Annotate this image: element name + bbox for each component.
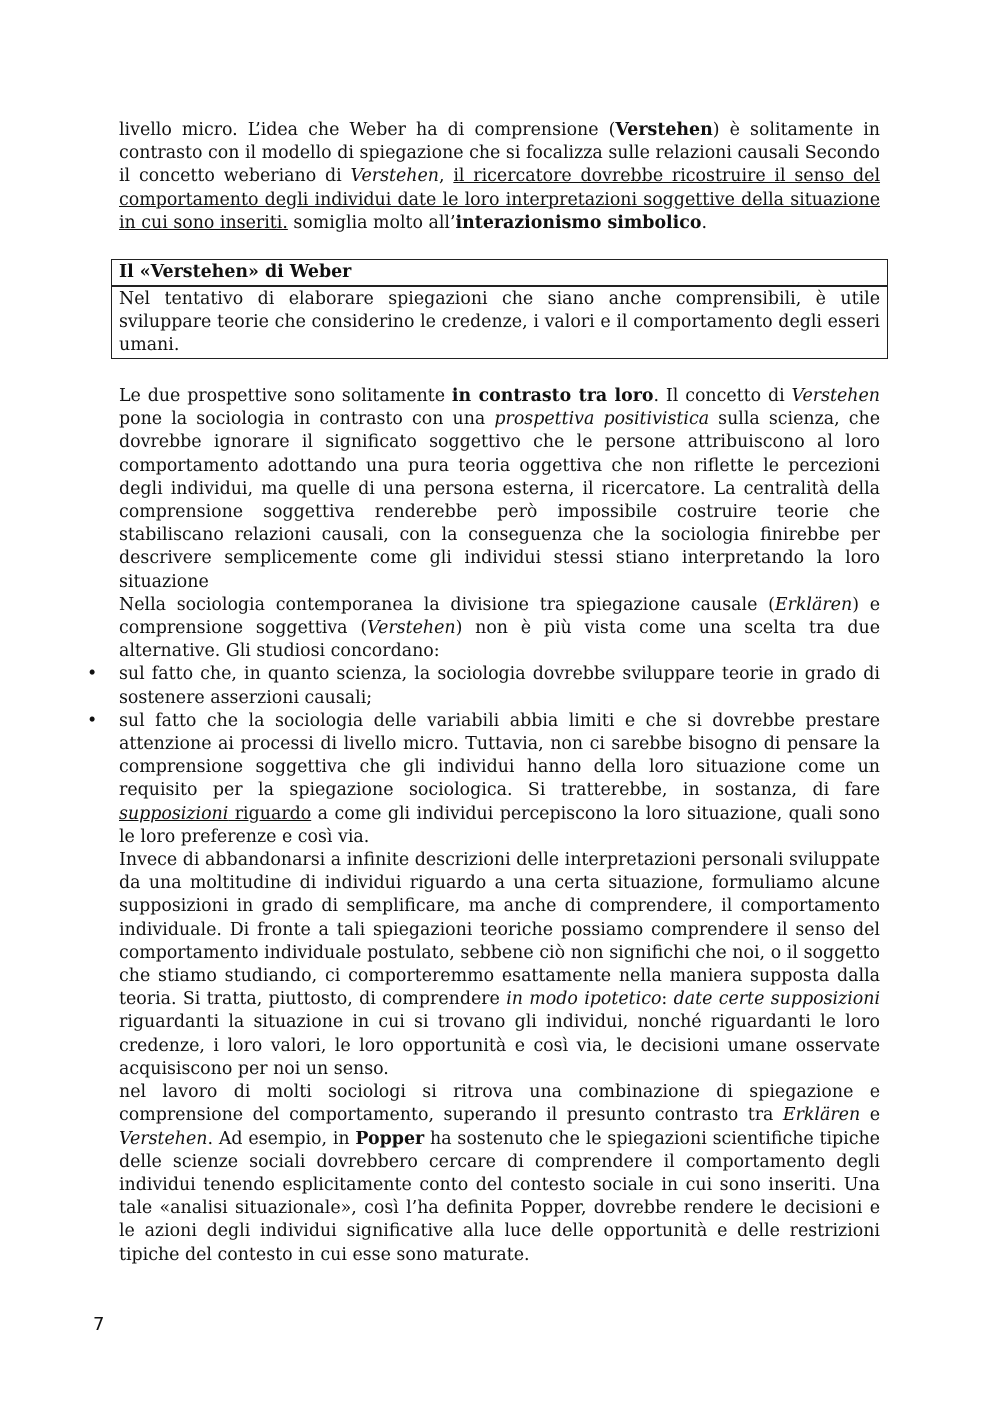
text-run: e — [860, 1105, 880, 1126]
text-run: pone la sociologia in contrasto con una — [119, 409, 495, 430]
text-run: sulla scienza, che dovrebbe ignorare il significato soggettivo che le persone attribuiscono al loro comportamento adottando una pura teoria oggettiva che non riflette le percezioni degli individui, ma quelle di una persona esterna, il ricercatore. La centralità della comprensione soggettiva renderebbe però impossibile costruire teorie che stabiliscano relazioni causali, con la conseguenza che la sociologia finirebbe per descrivere semplicemente come gli individui stessi stiano interpretando la loro situazione — [119, 409, 880, 592]
text-run: ha sostenuto che le spiegazioni scientifiche tipiche delle scienze sociali dovrebbero cercare di comprendere il comportamento degli individui tenendo esplicitamente conto del contesto sociale in cui sono inseriti. Una tale «analisi situazionale», così l’ha definita Popper, dovrebbe rendere le decisioni e le azioni degli individui significative alla luce delle opportunità e delle restrizioni tipiche del contesto in cui esse sono maturate. — [119, 1128, 880, 1265]
italic-term: Verstehen — [119, 1128, 208, 1149]
italic-term: Erklären — [782, 1105, 861, 1126]
bold-term: Popper — [355, 1128, 425, 1149]
text-run: sul fatto che, in quanto scienza, la sociologia dovrebbe sviluppare teorie in grado di sostenere asserzioni causali; — [119, 664, 880, 708]
text-run: . Il concetto di — [653, 386, 792, 406]
text-run: livello micro. L’idea che Weber ha di comprensione ( — [119, 120, 616, 140]
text-run: . Ad esempio, in — [207, 1128, 356, 1149]
text-run: ) è solitamente in contrasto con il modello di spiegazione che si focalizza sulle relazioni causali Secondo il concetto weberiano di — [119, 120, 881, 187]
italic-underlined-term: supposizioni — [119, 803, 229, 824]
text-run: Nella sociologia contemporanea la divisione tra spiegazione causale ( — [119, 594, 775, 615]
text-run: Le due prospettive sono solitamente — [119, 386, 452, 406]
list-item — [87, 663, 880, 709]
callout-title-box — [111, 259, 888, 286]
italic-term: prospettiva positivistica — [494, 409, 710, 430]
text-run: somiglia molto all’ — [287, 212, 456, 233]
paragraph-popper — [119, 1081, 880, 1267]
italic-term: Erklären — [774, 594, 853, 615]
text-run: : — [661, 989, 674, 1010]
text-run: a come gli individui percepiscono la loro situazione, quali sono le loro preferenze e così via. — [119, 803, 880, 847]
main-text — [87, 385, 881, 1267]
text-run: sul fatto che la sociologia delle variabili abbia limiti e che si dovrebbe prestare attenzione ai processi di livello micro. Tuttavia, non ci sarebbe bisogno di pensare la comprensione soggettiva che gli individui hanno della loro situazione come un requisito per la spiegazione sociologica. Si tratterebbe, in sostanza, di fare — [119, 710, 880, 801]
italic-term: Verstehen — [791, 386, 880, 406]
callout-body-box — [111, 286, 888, 359]
underlined-definition: il ricercatore dovrebbe ricostruire il senso del comportamento degli individui date le loro interpretazioni soggettive della situazione in cui sono inseriti. — [119, 166, 881, 233]
underlined-term: riguardo — [228, 803, 312, 824]
text-run: Invece di abbandonarsi a infinite descrizioni delle interpretazioni personali sviluppate da una moltitudine di individui riguardo a una certa situazione, formuliamo alcune supposizioni in grado di semplificare, ma anche di comprendere, il comportamento individuale. Di fronte a tali spiegazioni teoriche possiamo comprendere il senso del comportamento individuale postulato, sebbene ciò non significhi che noi, o il soggetto che stiamo studiando, ci comporteremmo esattamente nella maniera supposta dalla teoria. Si tratta, piuttosto, di comprendere — [119, 850, 880, 1010]
text-run: nel lavoro di molti sociologi si ritrova una combinazione di spiegazione e comprensione del comportamento, superando il presunto contrasto tra — [119, 1082, 880, 1126]
bullet-icon: • — [87, 710, 98, 731]
bold-term: Verstehen — [615, 120, 713, 140]
paragraph-supposizioni — [119, 849, 880, 1081]
list-item — [87, 710, 880, 849]
text-run: ) e comprensione soggettiva ( — [119, 594, 880, 639]
bullet-icon: • — [87, 664, 98, 685]
text-run: , — [439, 166, 454, 187]
bold-term: in contrasto tra loro — [451, 386, 654, 406]
page-number: 7 — [93, 1314, 105, 1335]
italic-term: Verstehen — [367, 618, 456, 639]
bold-term: interazionismo simbolico — [455, 212, 702, 233]
paragraph-contemporary — [119, 594, 880, 664]
callout-body: Nel tentativo di elaborare spiegazioni che siano anche comprensibili, è utile sviluppare teorie che considerino le credenze, i valori e il comportamento degli esseri umani. — [119, 289, 880, 356]
text-run: riguardanti la situazione in cui si trovano gli individui, nonché riguardanti le loro credenze, i loro valori, le loro opportunità e così via, le decisioni umane osservate acquisiscono per noi un senso. — [119, 1012, 880, 1079]
intro-paragraph — [119, 119, 880, 235]
italic-term: Verstehen — [350, 166, 439, 187]
callout-title: Il «Verstehen» di Weber — [119, 262, 352, 282]
italic-term: in modo ipotetico — [506, 989, 662, 1010]
text-run: ) non è più vista come una scelta tra due alternative. Gli studiosi concordano: — [119, 618, 880, 662]
paragraph-contrast — [119, 385, 880, 594]
text-run: . — [701, 212, 707, 233]
italic-term: date certe supposizioni — [673, 989, 881, 1010]
bullet-list — [87, 663, 880, 849]
